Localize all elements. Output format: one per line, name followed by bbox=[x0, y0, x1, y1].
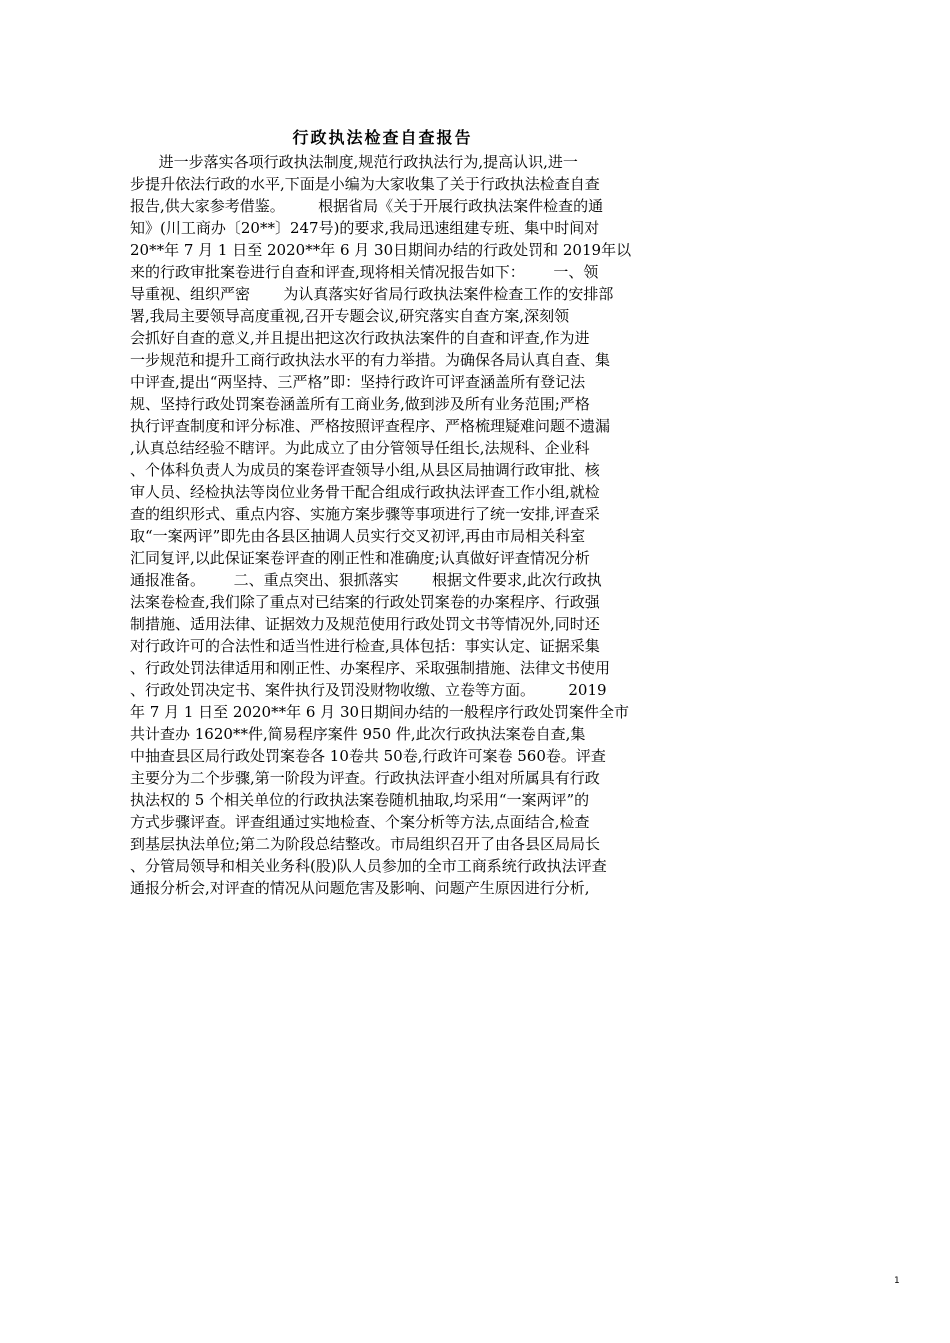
text-line: 规、坚持行政处罚案卷涵盖所有工商业务,做到涉及所有业务范围;严格 bbox=[130, 395, 590, 413]
text-line: ,认真总结经验不瞎评。为此成立了由分管领导任组长,法规科、企业科 bbox=[130, 439, 590, 457]
text-line: 主要分为二个步骤,第一阶段为评查。行政执法评查小组对所属具有行政 bbox=[130, 769, 600, 787]
text-line: 法案卷检查,我们除了重点对已结案的行政处罚案卷的办案程序、行政强 bbox=[130, 593, 600, 611]
text-line: 、行政处罚法律适用和刚正性、办案程序、采取强制措施、法律文书使用 bbox=[130, 659, 611, 677]
text-line: 对行政许可的合法性和适当性进行检查,具体包括：事实认定、证据采集 bbox=[130, 637, 600, 655]
text-line: 20**年 7 月 1 日至 2020**年 6 月 30日期间办结的行政处罚和 2019年以 bbox=[130, 241, 632, 259]
text-line: 、分管局领导和相关业务科(股)队人员参加的全市工商系统行政执法评查 bbox=[130, 857, 607, 875]
text-line: 执行评查制度和评分标准、严格按照评查程序、严格梳理疑难问题不遗漏 bbox=[130, 417, 611, 435]
document-body bbox=[130, 151, 650, 899]
text-line: 制措施、适用法律、证据效力及规范使用行政处罚文书等情况外,同时还 bbox=[130, 615, 600, 633]
text-line: 取“一案两评”即先由各县区抽调人员实行交叉初评,再由市局相关科室 bbox=[130, 527, 586, 545]
text-line: 执法权的 5 个相关单位的行政执法案卷随机抽取,均采用“一案两评”的 bbox=[130, 791, 590, 809]
text-line: 、个体科负责人为成员的案卷评查领导小组,从县区局抽调行政审批、核 bbox=[130, 461, 600, 479]
text-line: 通报分析会,对评查的情况从问题危害及影响、问题产生原因进行分析, bbox=[130, 879, 590, 897]
text-line: 查的组织形式、重点内容、实施方案步骤等事项进行了统一安排,评查采 bbox=[130, 505, 600, 523]
text-line: 会抓好自查的意义,并且提出把这次行政执法案件的自查和评查,作为进 bbox=[130, 329, 590, 347]
text-line: 到基层执法单位;第二为阶段总结整改。市局组织召开了由各县区局局长 bbox=[130, 835, 601, 853]
text-line: 共计查办 1620**件,简易程序案件 950 件,此次行政执法案卷自查,集 bbox=[130, 725, 586, 743]
text-line: 审人员、经检执法等岗位业务骨干配合组成行政执法评查工作小组,就检 bbox=[130, 483, 600, 501]
text-line: 报告,供大家参考借鉴。 根据省局《关于开展行政执法案件检查的通 bbox=[130, 197, 604, 215]
text-line: 一步规范和提升工商行政执法水平的有力举措。为确保各局认真自查、集 bbox=[130, 351, 611, 369]
text-line: 步提升依法行政的水平,下面是小编为大家收集了关于行政执法检查自查 bbox=[130, 175, 600, 193]
text-line: 中抽查县区局行政处罚案卷各 10卷共 50卷,行政许可案卷 560卷。评查 bbox=[130, 747, 606, 765]
text-line: 来的行政审批案卷进行自查和评查,现将相关情况报告如下： 一、领 bbox=[130, 263, 599, 281]
page-number: 1 bbox=[894, 1276, 900, 1286]
text-line: 中评查,提出“两坚持、三严格”即：坚持行政许可评查涵盖所有登记法 bbox=[130, 373, 586, 391]
text-line: 进一步落实各项行政执法制度,规范行政执法行为,提高认识,进一 bbox=[130, 153, 578, 171]
text-line: 通报准备。 二、重点突出、狠抓落实 根据文件要求,此次行政执 bbox=[130, 571, 602, 589]
document-title: 行政执法检查自查报告 bbox=[292, 128, 473, 147]
text-line: 年 7 月 1 日至 2020**年 6 月 30日期间办结的一般程序行政处罚案件全市 bbox=[130, 703, 630, 721]
text-line: 导重视、组织严密 为认真落实好省局行政执法案件检查工作的安排部 bbox=[130, 285, 614, 303]
text-line: 、行政处罚决定书、案件执行及罚没财物收缴、立卷等方面。 2019 bbox=[130, 681, 607, 699]
text-line: 方式步骤评查。评查组通过实地检查、个案分析等方法,点面结合,检查 bbox=[130, 813, 590, 831]
text-line: 知》(川工商办〔20**〕247号)的要求,我局迅速组建专班、集中时间对 bbox=[130, 219, 600, 237]
text-line: 署,我局主要领导高度重视,召开专题会议,研究落实自查方案,深刻领 bbox=[130, 307, 570, 325]
text-line: 汇同复评,以此保证案卷评查的刚正性和准确度;认真做好评查情况分析 bbox=[130, 549, 590, 567]
